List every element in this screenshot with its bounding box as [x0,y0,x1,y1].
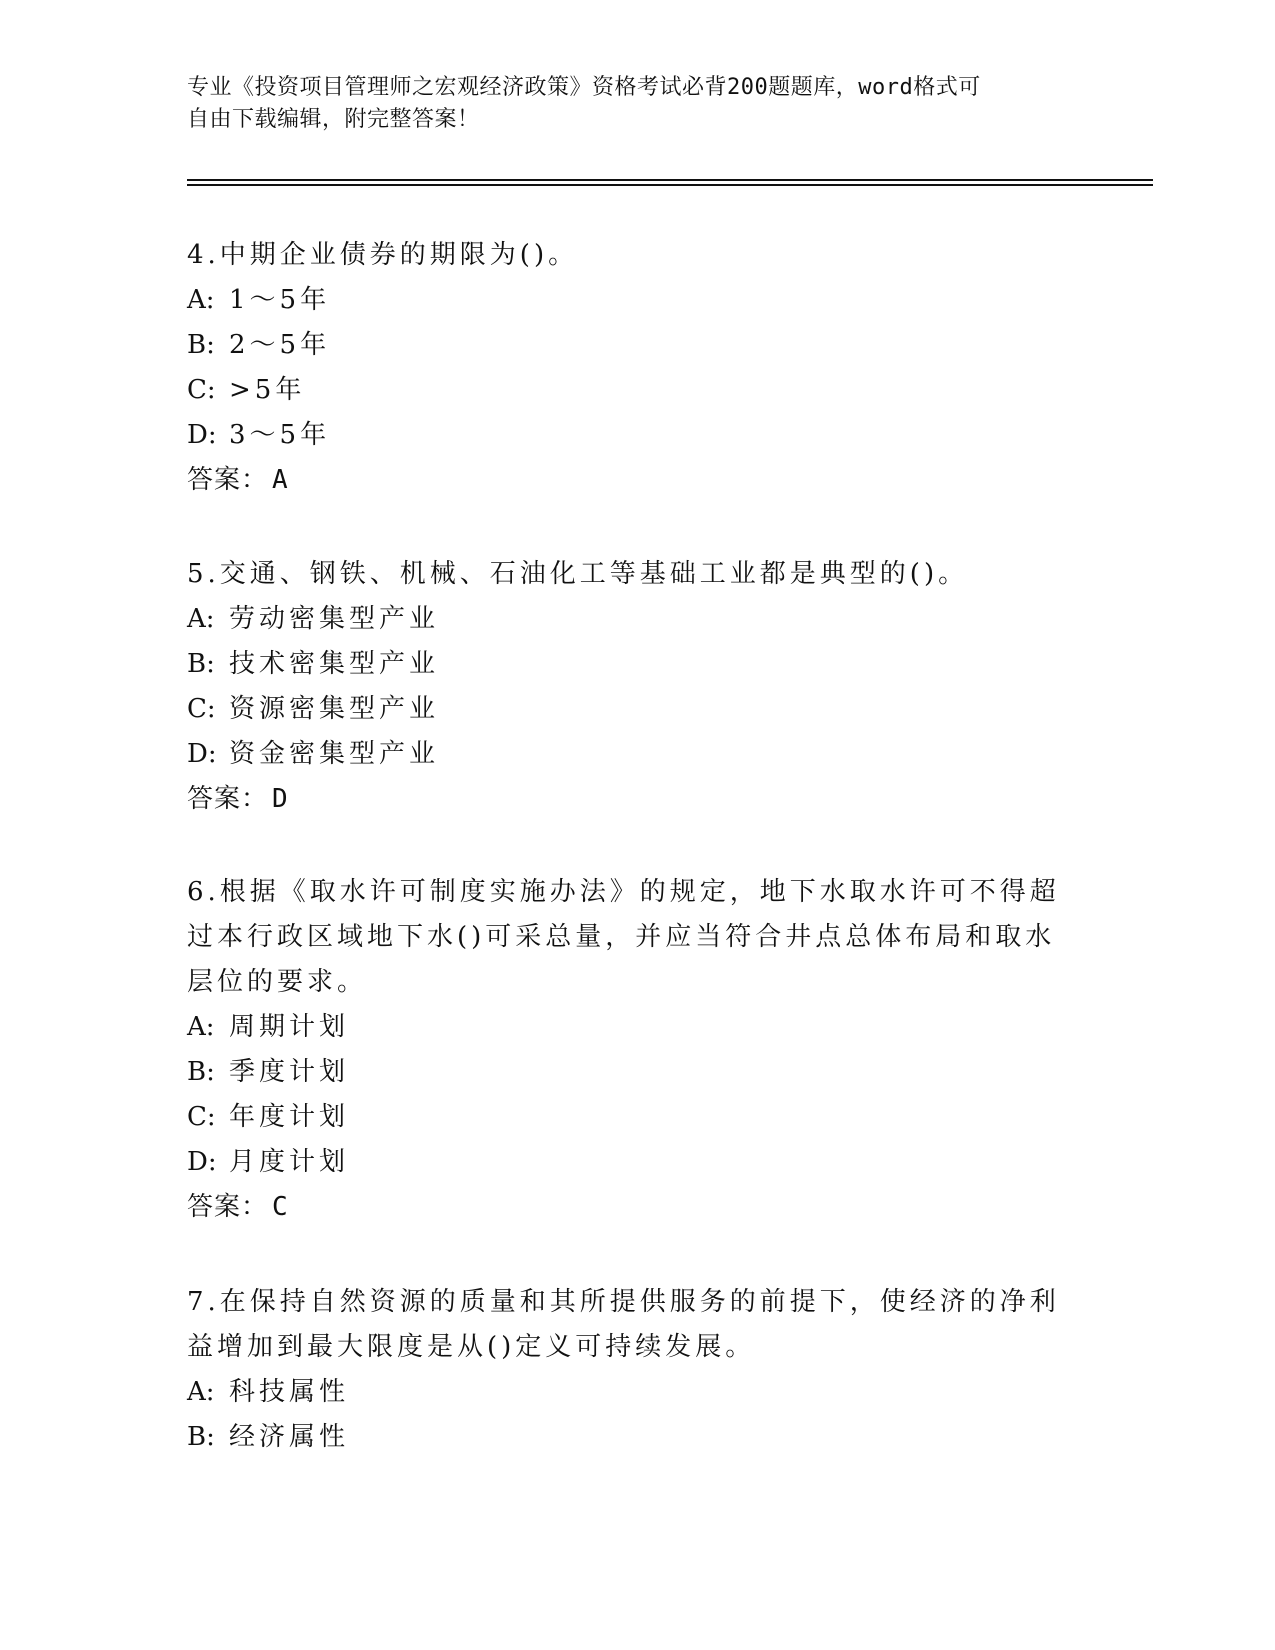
answer-value: C [272,1192,289,1222]
option-c [187,687,1067,732]
option-c [187,368,1067,413]
answer-line [187,777,1067,822]
option-a [187,1370,1067,1415]
option-b [187,1050,1067,1095]
option-text: 劳动密集型产业 [229,604,440,634]
option-d [187,1140,1067,1185]
option-letter: B: [187,1422,215,1452]
option-c [187,1095,1067,1140]
document-header [187,72,1067,136]
answer-value: D [272,784,289,814]
option-text: 资金密集型产业 [229,739,440,769]
answer-label: 答案： [187,784,269,814]
answer-label: 答案： [187,1192,269,1222]
header-title-line-2: 自由下载编辑，附完整答案！ [187,107,480,132]
option-letter: D: [187,1147,217,1177]
option-b [187,323,1067,368]
option-letter: B: [187,1057,215,1087]
answer-line [187,1185,1067,1230]
option-letter: B: [187,649,215,679]
question-stem: 5.交通、钢铁、机械、石油化工等基础工业都是典型的()。 [187,559,969,589]
header-divider-bottom [187,184,1153,186]
option-letter: A: [187,604,215,634]
question-4 [187,233,1067,503]
option-letter: D: [187,739,217,769]
option-text: 3～5年 [229,420,331,450]
option-letter: B: [187,330,215,360]
option-b [187,642,1067,687]
option-letter: C: [187,375,216,405]
option-text: 年度计划 [229,1102,350,1132]
option-text: 周期计划 [229,1012,350,1042]
option-text: >5年 [229,375,306,405]
option-letter: A: [187,285,215,315]
option-letter: A: [187,1012,215,1042]
question-5 [187,552,1067,822]
question-stem: 6.根据《取水许可制度实施办法》的规定，地下水取水许可不得超过本行政区域地下水()可采总量，并应当符合井点总体布局和取水层位的要求。 [187,877,1060,997]
answer-label: 答案： [187,465,269,495]
option-a [187,1005,1067,1050]
answer-line [187,458,1067,503]
header-title-line-1: 专业《投资项目管理师之宏观经济政策》资格考试必背200题题库，word格式可 [187,75,981,100]
option-d [187,732,1067,777]
question-stem: 4.中期企业债券的期限为()。 [187,240,579,270]
option-text: 月度计划 [229,1147,350,1177]
question-7 [187,1280,1067,1460]
option-text: 技术密集型产业 [229,649,440,679]
option-text: 资源密集型产业 [229,694,440,724]
option-a [187,278,1067,323]
option-a [187,597,1067,642]
option-letter: D: [187,420,217,450]
question-6 [187,870,1067,1230]
option-b [187,1415,1067,1460]
option-text: 季度计划 [229,1057,350,1087]
option-d [187,413,1067,458]
header-divider-top [187,179,1153,181]
option-text: 经济属性 [229,1422,350,1452]
option-letter: A: [187,1377,215,1407]
option-letter: C: [187,694,216,724]
option-text: 2～5年 [229,330,331,360]
option-text: 1～5年 [229,285,331,315]
option-text: 科技属性 [229,1377,350,1407]
question-stem: 7.在保持自然资源的质量和其所提供服务的前提下，使经济的净利益增加到最大限度是从()定义可持续发展。 [187,1287,1060,1362]
option-letter: C: [187,1102,216,1132]
answer-value: A [272,465,289,495]
